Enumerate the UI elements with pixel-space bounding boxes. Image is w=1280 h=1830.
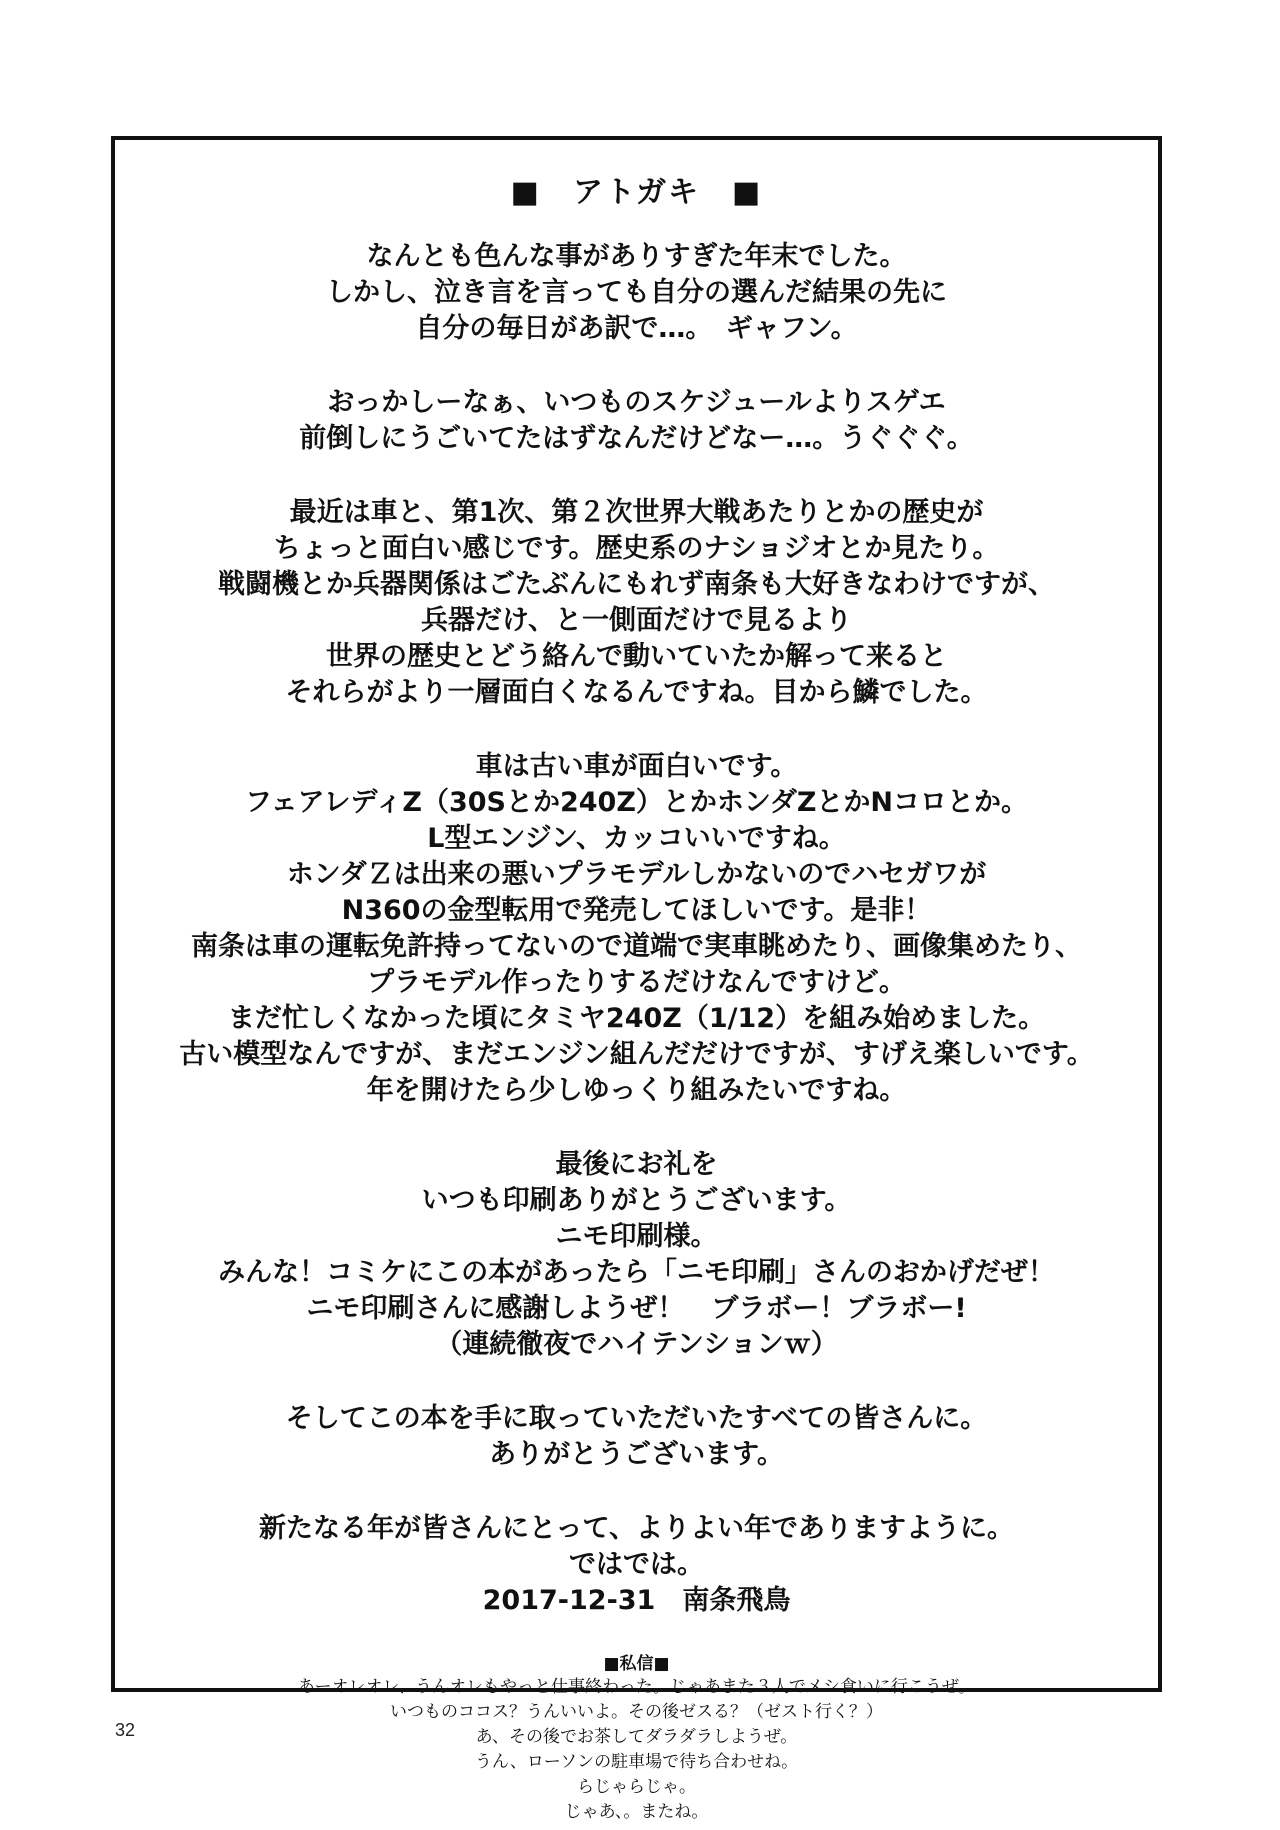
text-line: ありがとうございます。 [489,1439,784,1470]
text-line: みんな！コミケにこの本があったら「ニモ印刷」さんのおかげだぜ！ [218,1257,1055,1288]
text-line: フェアレディZ（30Sとか240Z）とかホンダZとかNコロとか。 [244,787,1029,818]
text-line: N360の金型転用で発売してほしいです。是非！ [341,895,932,926]
text-line: プラモデル作ったりするだけなんですけど。 [367,967,906,998]
text-line: しかし、泣き言を言っても自分の選んだ結果の先に [326,277,947,308]
text-line: 世界の歴史とどう絡んで動いていたか解って来ると [326,641,947,672]
text-line: 戦闘機とか兵器関係はごたぶんにもれず南条も大好きなわけですが、 [218,569,1055,600]
paragraph-new-year [115,1511,1158,1583]
text-line: ニモ印刷様。 [555,1221,718,1252]
text-line: （連続徹夜でハイテンションｗ） [435,1329,838,1360]
paragraph-schedule [115,385,1158,457]
private-message [115,1653,1158,1825]
afterword-content [115,173,1158,1825]
paragraph-year-end [115,239,1158,347]
private-message-line: いつものココス？うんいいよ。その後ゼスる？（ゼスト行く？） [390,1702,883,1722]
text-line: 最後にお礼を [555,1149,718,1180]
private-message-line: じゃあ、。またね。 [564,1802,709,1822]
text-line: それらがより一層面白くなるんですね。目から鱗でした。 [285,677,988,708]
paragraph-cars [115,749,1158,1109]
text-line: 前倒しにうごいてたはずなんだけどなー…。うぐぐぐ。 [299,423,974,454]
text-line: 古い模型なんですが、まだエンジン組んだだけですが、すげえ楽しいです。 [179,1039,1094,1070]
paragraph-history [115,495,1158,711]
page-number: 32 [115,1720,136,1740]
text-line: 兵器だけ、と一側面だけで見るより [421,605,852,636]
signature: 2017-12-31 南条飛鳥 [482,1585,791,1616]
text-line: ちょっと面白い感じです。歴史系のナショジオとか見たり。 [273,533,1000,564]
text-line: 自分の毎日があ訳で…。 ギャフン。 [415,313,858,344]
text-line: おっかしーなぁ、いつものスケジュールよりスゲエ [327,387,946,418]
private-message-line: あーオレオレ、うんオレもやっと仕事終わった。じゃあまた３人でメシ食いに行こうぜ。 [297,1677,976,1697]
text-line: そしてこの本を手に取っていただいたすべての皆さんに。 [285,1403,988,1434]
private-message-line: うん、ローソンの駐車場で待ち合わせね。 [474,1752,799,1772]
text-line: ではでは。 [569,1549,704,1580]
paragraph-thanks-printer [115,1147,1158,1363]
text-line: 新たなる年が皆さんにとって、よりよい年でありますように。 [259,1513,1014,1544]
private-message-line: らじゃらじゃ。 [577,1777,696,1797]
private-message-heading: ■私信■ [603,1654,670,1674]
paragraph-thanks-readers [115,1401,1158,1473]
text-line: なんとも色んな事がありすぎた年末でした。 [366,241,907,272]
text-line: いつも印刷ありがとうございます。 [421,1185,852,1216]
text-line: 南条は車の運転免許持ってないので道端で実車眺めたり、画像集めたり、 [191,931,1082,962]
text-line: 最近は車と、第1次、第２次世界大戦あたりとかの歴史が [289,497,984,528]
text-line: L型エンジン、カッコいいですね。 [427,823,846,854]
private-message-line: あ、その後でお茶してダラダラしようぜ。 [475,1727,798,1747]
text-line: 年を開けたら少しゆっくり組みたいですね。 [366,1075,907,1106]
text-line: まだ忙しくなかった頃にタミヤ240Z（1/12）を組み始めました。 [227,1003,1046,1034]
afterword-title: ■ アトガキ ■ [510,175,763,210]
text-line: 車は古い車が面白いです。 [475,751,798,782]
text-line: ホンダＺは出来の悪いプラモデルしかないのでハセガワが [286,859,987,890]
text-line: ニモ印刷さんに感謝しようぜ！ ブラボー！ブラボー! [306,1293,967,1324]
